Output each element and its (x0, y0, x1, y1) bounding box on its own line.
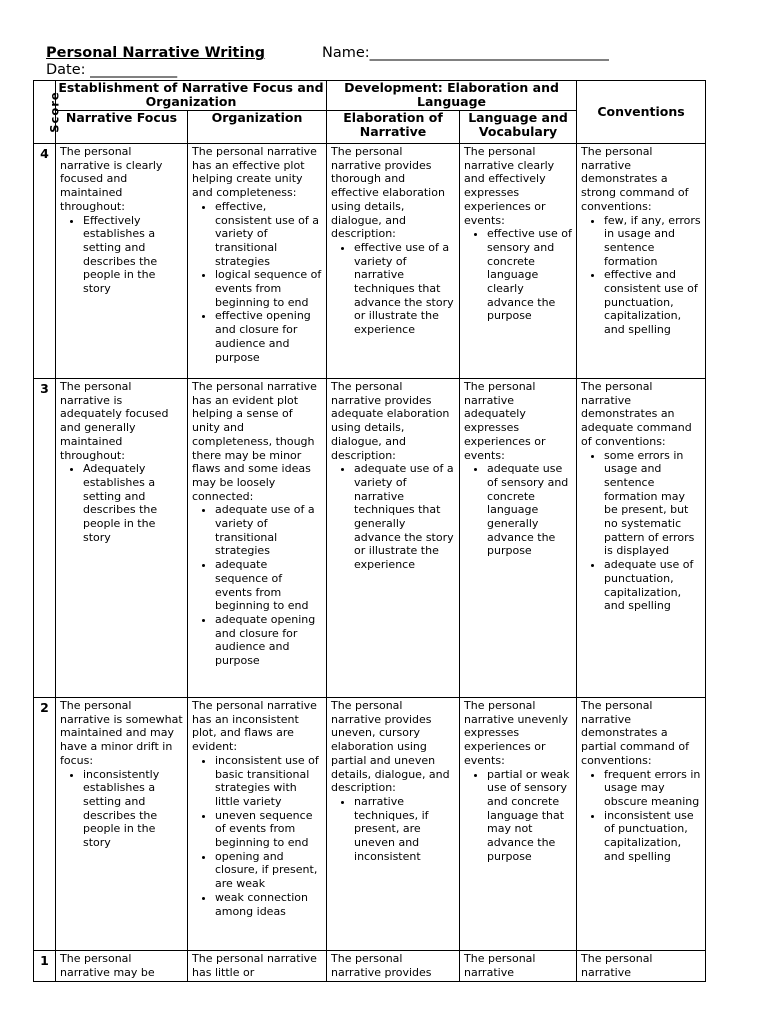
criterion-bullets (60, 768, 183, 850)
rubric-cell (327, 951, 460, 982)
criterion-text: The personal narrative demonstrates an adequate command of conventions: (581, 380, 692, 448)
criterion-text: The personal narrative provides thorough and effective elaboration using details, dialogue, and description: (331, 145, 445, 241)
score-row (34, 379, 706, 698)
rubric-cell (56, 698, 188, 951)
rubric-cell (577, 698, 706, 951)
column-header-elaboration: Elaboration of Narrative (327, 111, 460, 144)
group-header-development: Development: Elaboration and Language (327, 81, 577, 111)
criterion-text: The personal narrative provides (331, 952, 432, 979)
score-value: 4 (34, 144, 56, 379)
criterion-bullets (581, 214, 701, 337)
criterion-bullet: • weak connection among ideas (214, 891, 322, 918)
criterion-text: The personal narrative has little or (192, 952, 317, 979)
criterion-text: The personal narrative is adequately focused and generally maintained throughout: (60, 380, 169, 462)
criterion-bullet: • few, if any, errors in usage and sentence formation (603, 214, 701, 269)
criterion-bullet: • opening and closure, if present, are weak (214, 850, 322, 891)
criterion-text: The personal narrative has an effective plot helping create unity and completeness: (192, 145, 317, 200)
criterion-bullet: • adequate use of a variety of narrative techniques that generally advance the story or illustrate the experience (353, 462, 455, 572)
rubric-cell (577, 951, 706, 982)
rubric-body (34, 144, 706, 982)
criterion-text: The personal narrative has an inconsistent plot, and flaws are evident: (192, 699, 317, 754)
criterion-text: The personal narrative has an evident plot helping a sense of unity and completeness, though there may be minor flaws and some ideas may be loosely connected: (192, 380, 317, 503)
column-header-language: Language and Vocabulary (460, 111, 577, 144)
criterion-bullet: • effective use of sensory and concrete language clearly advance the purpose (486, 227, 572, 323)
criterion-text: The personal narrative (581, 952, 653, 979)
rubric-cell (460, 698, 577, 951)
criterion-bullet: • adequate sequence of events from beginning to end (214, 558, 322, 613)
rubric-table (33, 80, 706, 982)
criterion-bullet: • effective use of a variety of narrative techniques that advance the story or illustrate the experience (353, 241, 455, 337)
criterion-bullet: • adequate use of a variety of transitional strategies (214, 503, 322, 558)
criterion-text: The personal narrative clearly and effectively expresses experiences or events: (464, 145, 555, 227)
criterion-bullets (60, 214, 183, 296)
criterion-bullets (331, 241, 455, 337)
criterion-bullets (464, 768, 572, 864)
criterion-text: The personal narrative provides uneven, cursory elaboration using partial and uneven details, dialogue, and description: (331, 699, 450, 795)
score-row (34, 951, 706, 982)
criterion-bullets (464, 227, 572, 323)
rubric-cell (327, 698, 460, 951)
criterion-bullet: • Effectively establishes a setting and describes the people in the story (82, 214, 183, 296)
criterion-bullets (192, 754, 322, 918)
score-header (34, 81, 62, 144)
criterion-bullets (60, 462, 183, 544)
criterion-text: The personal narrative (464, 952, 536, 979)
rubric-cell (460, 379, 577, 698)
criterion-text: The personal narrative demonstrates a strong command of conventions: (581, 145, 689, 213)
column-header-conventions: Conventions (577, 81, 706, 144)
criterion-bullet: • logical sequence of events from beginning to end (214, 268, 322, 309)
criterion-bullets (192, 503, 322, 667)
criterion-text: The personal narrative is clearly focused and maintained throughout: (60, 145, 163, 213)
criterion-bullet: • adequate opening and closure for audience and purpose (214, 613, 322, 668)
rubric-cell (188, 951, 327, 982)
rubric-cell (188, 144, 327, 379)
criterion-bullet: • narrative techniques, if present, are uneven and inconsistent (353, 795, 455, 864)
criterion-text: The personal narrative adequately expresses experiences or events: (464, 380, 546, 462)
criterion-bullet: • inconsistent use of basic transitional strategies with little variety (214, 754, 322, 809)
score-value: 1 (34, 951, 56, 982)
rubric-cell (56, 951, 188, 982)
criterion-text: The personal narrative provides adequate elaboration using details, dialogue, and description: (331, 380, 450, 462)
rubric-cell (460, 951, 577, 982)
rubric-cell (56, 144, 188, 379)
score-value: 2 (34, 698, 56, 951)
date-field: Date: ____________ (46, 62, 178, 78)
column-header-organization: Organization (188, 111, 327, 144)
criterion-bullet: • uneven sequence of events from beginning to end (214, 809, 322, 850)
rubric-cell (577, 379, 706, 698)
score-row (34, 698, 706, 951)
criterion-text: The personal narrative may be (60, 952, 155, 979)
criterion-bullets (581, 768, 701, 864)
score-value: 3 (34, 379, 56, 698)
group-header-row (34, 81, 706, 111)
criterion-bullet: • partial or weak use of sensory and concrete language that may not advance the purpose (486, 768, 572, 864)
rubric-cell (188, 698, 327, 951)
criterion-bullet: • Adequately establishes a setting and describes the people in the story (82, 462, 183, 544)
score-header-label: Score (47, 91, 62, 133)
page-title: Personal Narrative Writing (46, 45, 266, 61)
criterion-bullet: • some errors in usage and sentence formation may be present, but no systematic pattern of errors is displayed (603, 449, 701, 559)
rubric-cell (188, 379, 327, 698)
criterion-bullets (464, 462, 572, 558)
criterion-text: The personal narrative demonstrates a partial command of conventions: (581, 699, 689, 767)
criterion-bullet: • adequate use of punctuation, capitalization, and spelling (603, 558, 701, 613)
name-field: Name:_________________________________ (322, 45, 609, 61)
rubric-cell (327, 144, 460, 379)
criterion-bullets (581, 449, 701, 613)
rubric-cell (56, 379, 188, 698)
column-header-narrative-focus: Narrative Focus (56, 111, 188, 144)
criterion-text: The personal narrative unevenly expresses experiences or events: (464, 699, 568, 767)
criterion-bullets (192, 200, 322, 364)
criterion-bullet: • effective, consistent use of a variety of transitional strategies (214, 200, 322, 269)
criterion-bullets (331, 795, 455, 864)
criterion-bullets (331, 462, 455, 572)
criterion-bullet: • effective and consistent use of punctuation, capitalization, and spelling (603, 268, 701, 337)
criterion-bullet: • effective opening and closure for audience and purpose (214, 309, 322, 364)
criterion-bullet: • frequent errors in usage may obscure meaning (603, 768, 701, 809)
rubric-cell (460, 144, 577, 379)
score-row (34, 144, 706, 379)
criterion-text: The personal narrative is somewhat maintained and may have a minor drift in focus: (60, 699, 183, 767)
group-header-focus-organization: Establishment of Narrative Focus and Organization (56, 81, 327, 111)
rubric-cell (577, 144, 706, 379)
criterion-bullet: • inconsistent use of punctuation, capitalization, and spelling (603, 809, 701, 864)
rubric-cell (327, 379, 460, 698)
criterion-bullet: • adequate use of sensory and concrete language generally advance the purpose (486, 462, 572, 558)
criterion-bullet: • inconsistently establishes a setting and describes the people in the story (82, 768, 183, 850)
